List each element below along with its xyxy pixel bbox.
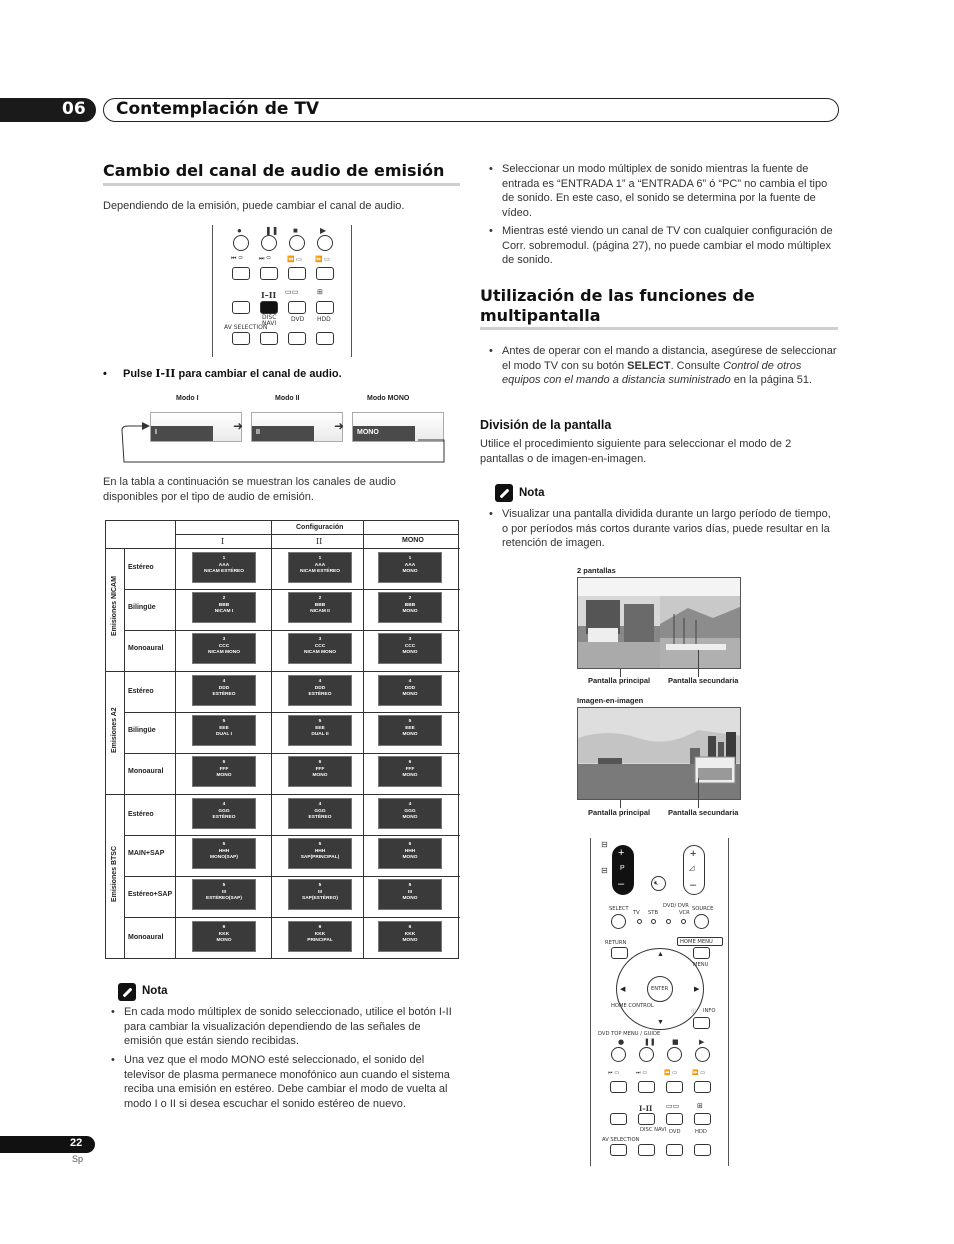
table-cell-screen: 6 KKK MONO	[378, 921, 442, 952]
info-button[interactable]	[693, 1017, 710, 1029]
row-label: Bilingüe	[128, 604, 156, 611]
input-icon: ⊟	[601, 866, 608, 875]
label-sub-screen: Pantalla secundaria	[668, 676, 739, 685]
program-rocker[interactable]: + P –	[612, 845, 634, 895]
table-cell-screen: 1 AAA NICAM ESTÉREO	[288, 552, 352, 583]
forward-button[interactable]	[316, 267, 334, 280]
rewind-button[interactable]	[666, 1081, 683, 1093]
row-label: Monoaural	[128, 645, 164, 652]
pulse-instruction: • Pulse I-II para cambiar el canal de audio.	[103, 367, 453, 382]
table-cell-screen: 4 DDD ESTÉREO	[192, 675, 256, 706]
leader-line	[698, 650, 699, 677]
hdd-button[interactable]	[316, 332, 334, 345]
forward-button[interactable]	[694, 1081, 711, 1093]
disc-navi-button[interactable]	[638, 1144, 655, 1156]
bullet-item: • Seleccionar un modo múltiplex de sonido mientras la fuente de entrada es “ENTRADA 1” a “ENTRADA 6” ó “PC” no cambia el tipo de sonido. En este caso, el sonido se determina por la fuente de vídeo.	[489, 162, 837, 220]
menu-button[interactable]	[693, 947, 710, 959]
col-ii: II	[316, 537, 323, 546]
table-cell-screen: 1 AAA NICAM ESTÉREO	[192, 552, 256, 583]
table-cell-screen: 4 GGG ESTÉREO	[192, 798, 256, 829]
split-screen-image	[577, 577, 741, 669]
record-button[interactable]	[233, 235, 249, 251]
mode-1-label: Modo I	[176, 395, 199, 402]
table-cell-screen: 5 HHH MONO	[378, 838, 442, 869]
leader-line	[620, 800, 621, 808]
table-cell-screen: 3 CCC NICAM MONO	[192, 633, 256, 664]
mute-icon: 🔇︎	[654, 879, 659, 887]
table-cell-screen: 5 EEE DUAL II	[288, 715, 352, 746]
table-cell-screen: 4 GGG ESTÉREO	[288, 798, 352, 829]
table-cell-screen: 4 DDD MONO	[378, 675, 442, 706]
section-title-multiscreen: Utilización de las funciones de multipantalla	[480, 286, 755, 325]
freeze-button[interactable]	[694, 1113, 711, 1125]
arrow-right-icon: ➜	[233, 419, 244, 433]
table-cell-screen: 6 KKK PRINCIPAL	[288, 921, 352, 952]
flow-loop-arrow-icon	[118, 420, 446, 466]
i-ii-button[interactable]	[260, 301, 278, 314]
stop-button[interactable]	[289, 235, 305, 251]
stop-button[interactable]	[667, 1047, 682, 1062]
table-cell-screen: 5 HHH SAP(PRINCIPAL)	[288, 838, 352, 869]
i-ii-button[interactable]	[638, 1113, 655, 1125]
next-button[interactable]	[638, 1081, 655, 1093]
note-item: • Una vez que el modo MONO esté seleccionado, el sonido del televisor de plasma permanece monofónico aun cuando el sistema reciba una emisión en estéreo. Debe cambiar el modo de vuelta al modo I o II si desea escuchar el sonido estéreo de nuevo.	[111, 1053, 456, 1111]
bullet-item: • Antes de operar con el mando a distancia, asegúrese de seleccionar el modo TV con su botón SELECT. Consulte Control de otros equipos con el mando a distancia suministrado en la página 51.	[489, 344, 837, 388]
av-selection-button[interactable]	[232, 332, 250, 345]
row-label: Estéreo	[128, 688, 154, 695]
note-item: • Visualizar una pantalla dividida durante un largo período de tiempo, o por períodos más cortos durante varios días, puede resultar en la retención de imagen.	[489, 507, 837, 551]
info-icon: ⓘ	[691, 1009, 697, 1015]
prev-button[interactable]	[232, 267, 250, 280]
sound-button[interactable]	[232, 301, 250, 314]
sound-button[interactable]	[610, 1113, 627, 1125]
table-cell-screen: 6 FFF MONO	[288, 756, 352, 787]
table-cell-screen: 3 CCC NICAM MONO	[288, 633, 352, 664]
record-button[interactable]	[611, 1047, 626, 1062]
table-intro: En la tabla a continuación se muestran los canales de audio disponibles por el tipo de audio de emisión.	[103, 476, 396, 503]
table-cell-screen: 6 FFF MONO	[378, 756, 442, 787]
table-cell-screen: 2 BBB MONO	[378, 592, 442, 623]
table-cell-screen: 6 KKK MONO	[192, 921, 256, 952]
chapter-title: Contemplación de TV	[116, 99, 320, 119]
label-main-screen: Pantalla principal	[588, 808, 651, 817]
table-cell-screen: 2 BBB NICAM I	[192, 592, 256, 623]
col-mono: MONO	[402, 537, 424, 544]
table-cell-screen: 3 CCC MONO	[378, 633, 442, 664]
row-label: Monoaural	[128, 934, 164, 941]
dvd-led	[666, 919, 671, 924]
label-main-screen: Pantalla principal	[588, 676, 651, 685]
source-power-button[interactable]	[694, 914, 709, 929]
mode-mono-label: Modo MONO	[367, 395, 410, 402]
section-rule	[103, 183, 460, 186]
subsection-text: Utilice el procedimiento siguiente para seleccionar el modo de 2 pantallas o de imagen-en-imagen.	[480, 438, 792, 465]
note-icon	[118, 983, 136, 1001]
table-cell-screen: 5 III MONO	[378, 879, 442, 910]
label-sub-screen: Pantalla secundaria	[668, 808, 739, 817]
disc-navi-button[interactable]	[260, 332, 278, 345]
section-title-audio: Cambio del canal de audio de emisión	[103, 161, 445, 180]
tv-led	[637, 919, 642, 924]
group-nicam: Emisiones NICAM	[111, 576, 118, 636]
volume-rocker[interactable]: + ◿ –	[683, 845, 705, 895]
section-rule	[480, 327, 838, 330]
arrow-right-icon: ➜	[334, 419, 345, 433]
row-label: Estéreo	[128, 564, 154, 571]
table-cell-screen: 1 AAA MONO	[378, 552, 442, 583]
group-btsc: Emisiones BTSC	[111, 845, 118, 902]
home-menu-button[interactable]: HOME MENU	[677, 937, 723, 946]
row-label: Bilingüe	[128, 727, 156, 734]
return-button[interactable]	[611, 947, 628, 959]
table-cell-screen: 5 EEE DUAL I	[192, 715, 256, 746]
fig-title-pip: Imagen-en-imagen	[577, 696, 644, 705]
input-icon: ⊟	[601, 840, 608, 849]
vcr-led	[681, 919, 686, 924]
remote-control-figure: ⊟ ⊟ + P – 🔇︎ + ◿ – SELECT TV STB DVD/ DVR VCR SOURCE RETURN HOME MENU MENU ▲ ▼ ◀ ▶ ENTER HOME CONTROL ⓘ INFO DVD TOP MENU / GUIDE ● ❚❚ ■ ▶ ⏮ ▭ ⏭ ▭ ⏪ ▭ ⏩ ▭ I–II ▭▭ ⊞ AV SELECTION DISC NAVI DVD HDD	[590, 838, 729, 1166]
note-icon	[495, 484, 513, 502]
mode-1-screen: I	[150, 412, 242, 442]
table-cell-screen: 5 III SAP(ESTÉREO)	[288, 879, 352, 910]
note-label: Nota	[519, 487, 545, 499]
av-selection-button[interactable]	[610, 1144, 627, 1156]
table-cell-screen: 2 BBB NICAM II	[288, 592, 352, 623]
pip-image	[577, 707, 741, 800]
note-item: • En cada modo múltiplex de sonido seleccionado, utilice el botón I-II para cambiar la visualización dependiendo de las señales de emisión que están siendo recibidas.	[111, 1005, 456, 1049]
split-button[interactable]	[666, 1113, 683, 1125]
mode-2-label: Modo II	[275, 395, 300, 402]
row-label: Estéreo	[128, 811, 154, 818]
dvd-button[interactable]	[288, 332, 306, 345]
row-label: Estéreo+SAP	[128, 891, 173, 898]
intro-text: Dependiendo de la emisión, puede cambiar el canal de audio.	[103, 200, 405, 212]
bullet-item: • Mientras esté viendo un canal de TV con cualquier configuración de Corr. sobremodul. (página 27), no puede cambiar el modo múltiplex de sonido.	[489, 224, 837, 268]
group-a2: Emisiones A2	[111, 707, 118, 753]
split-button[interactable]	[288, 301, 306, 314]
chapter-number: 06	[62, 99, 86, 119]
table-header: Configuración	[296, 524, 344, 531]
leader-line	[698, 778, 699, 808]
table-cell-screen: 5 HHH MONO(SAP)	[192, 838, 256, 869]
table-cell-screen: 4 DDD ESTÉREO	[288, 675, 352, 706]
mode-mono-screen: MONO	[352, 412, 444, 442]
rewind-button[interactable]	[288, 267, 306, 280]
audio-channel-table	[105, 520, 459, 959]
stb-led	[651, 919, 656, 924]
pause-button[interactable]	[261, 235, 277, 251]
table-cell-screen: 5 III ESTÉREO(SAP)	[192, 879, 256, 910]
play-button[interactable]	[695, 1047, 710, 1062]
enter-button[interactable]: ENTER	[647, 976, 673, 1002]
freeze-button[interactable]	[316, 301, 334, 314]
table-cell-screen: 5 EEE MONO	[378, 715, 442, 746]
pause-button[interactable]	[639, 1047, 654, 1062]
remote-figure: ● ❚❚ ■ ▶ ⏮ ▭ ⏭ ▭ ⏪ ▭ ⏩ ▭ I–II ▭▭ ⊞ AV SELECTION DISC NAVI DVD HDD	[212, 225, 352, 357]
directional-pad[interactable]: ▲ ▼ ◀ ▶	[616, 948, 704, 1030]
row-label: MAIN+SAP	[128, 850, 165, 857]
table-cell-screen: 4 GGG MONO	[378, 798, 442, 829]
prev-button[interactable]	[610, 1081, 627, 1093]
mode-2-screen: II	[251, 412, 343, 442]
page-number: 22	[70, 1137, 83, 1149]
dvd-button[interactable]	[666, 1144, 683, 1156]
play-button[interactable]	[317, 235, 333, 251]
col-i: I	[221, 537, 225, 546]
table-cell-screen: 6 FFF MONO	[192, 756, 256, 787]
subsection-title: División de la pantalla	[480, 418, 612, 432]
note-label: Nota	[142, 985, 168, 997]
page-language: Sp	[72, 1154, 84, 1164]
fig-title-split: 2 pantallas	[577, 566, 616, 575]
hdd-button[interactable]	[694, 1144, 711, 1156]
next-button[interactable]	[260, 267, 278, 280]
select-button[interactable]	[611, 914, 626, 929]
row-label: Monoaural	[128, 768, 164, 775]
